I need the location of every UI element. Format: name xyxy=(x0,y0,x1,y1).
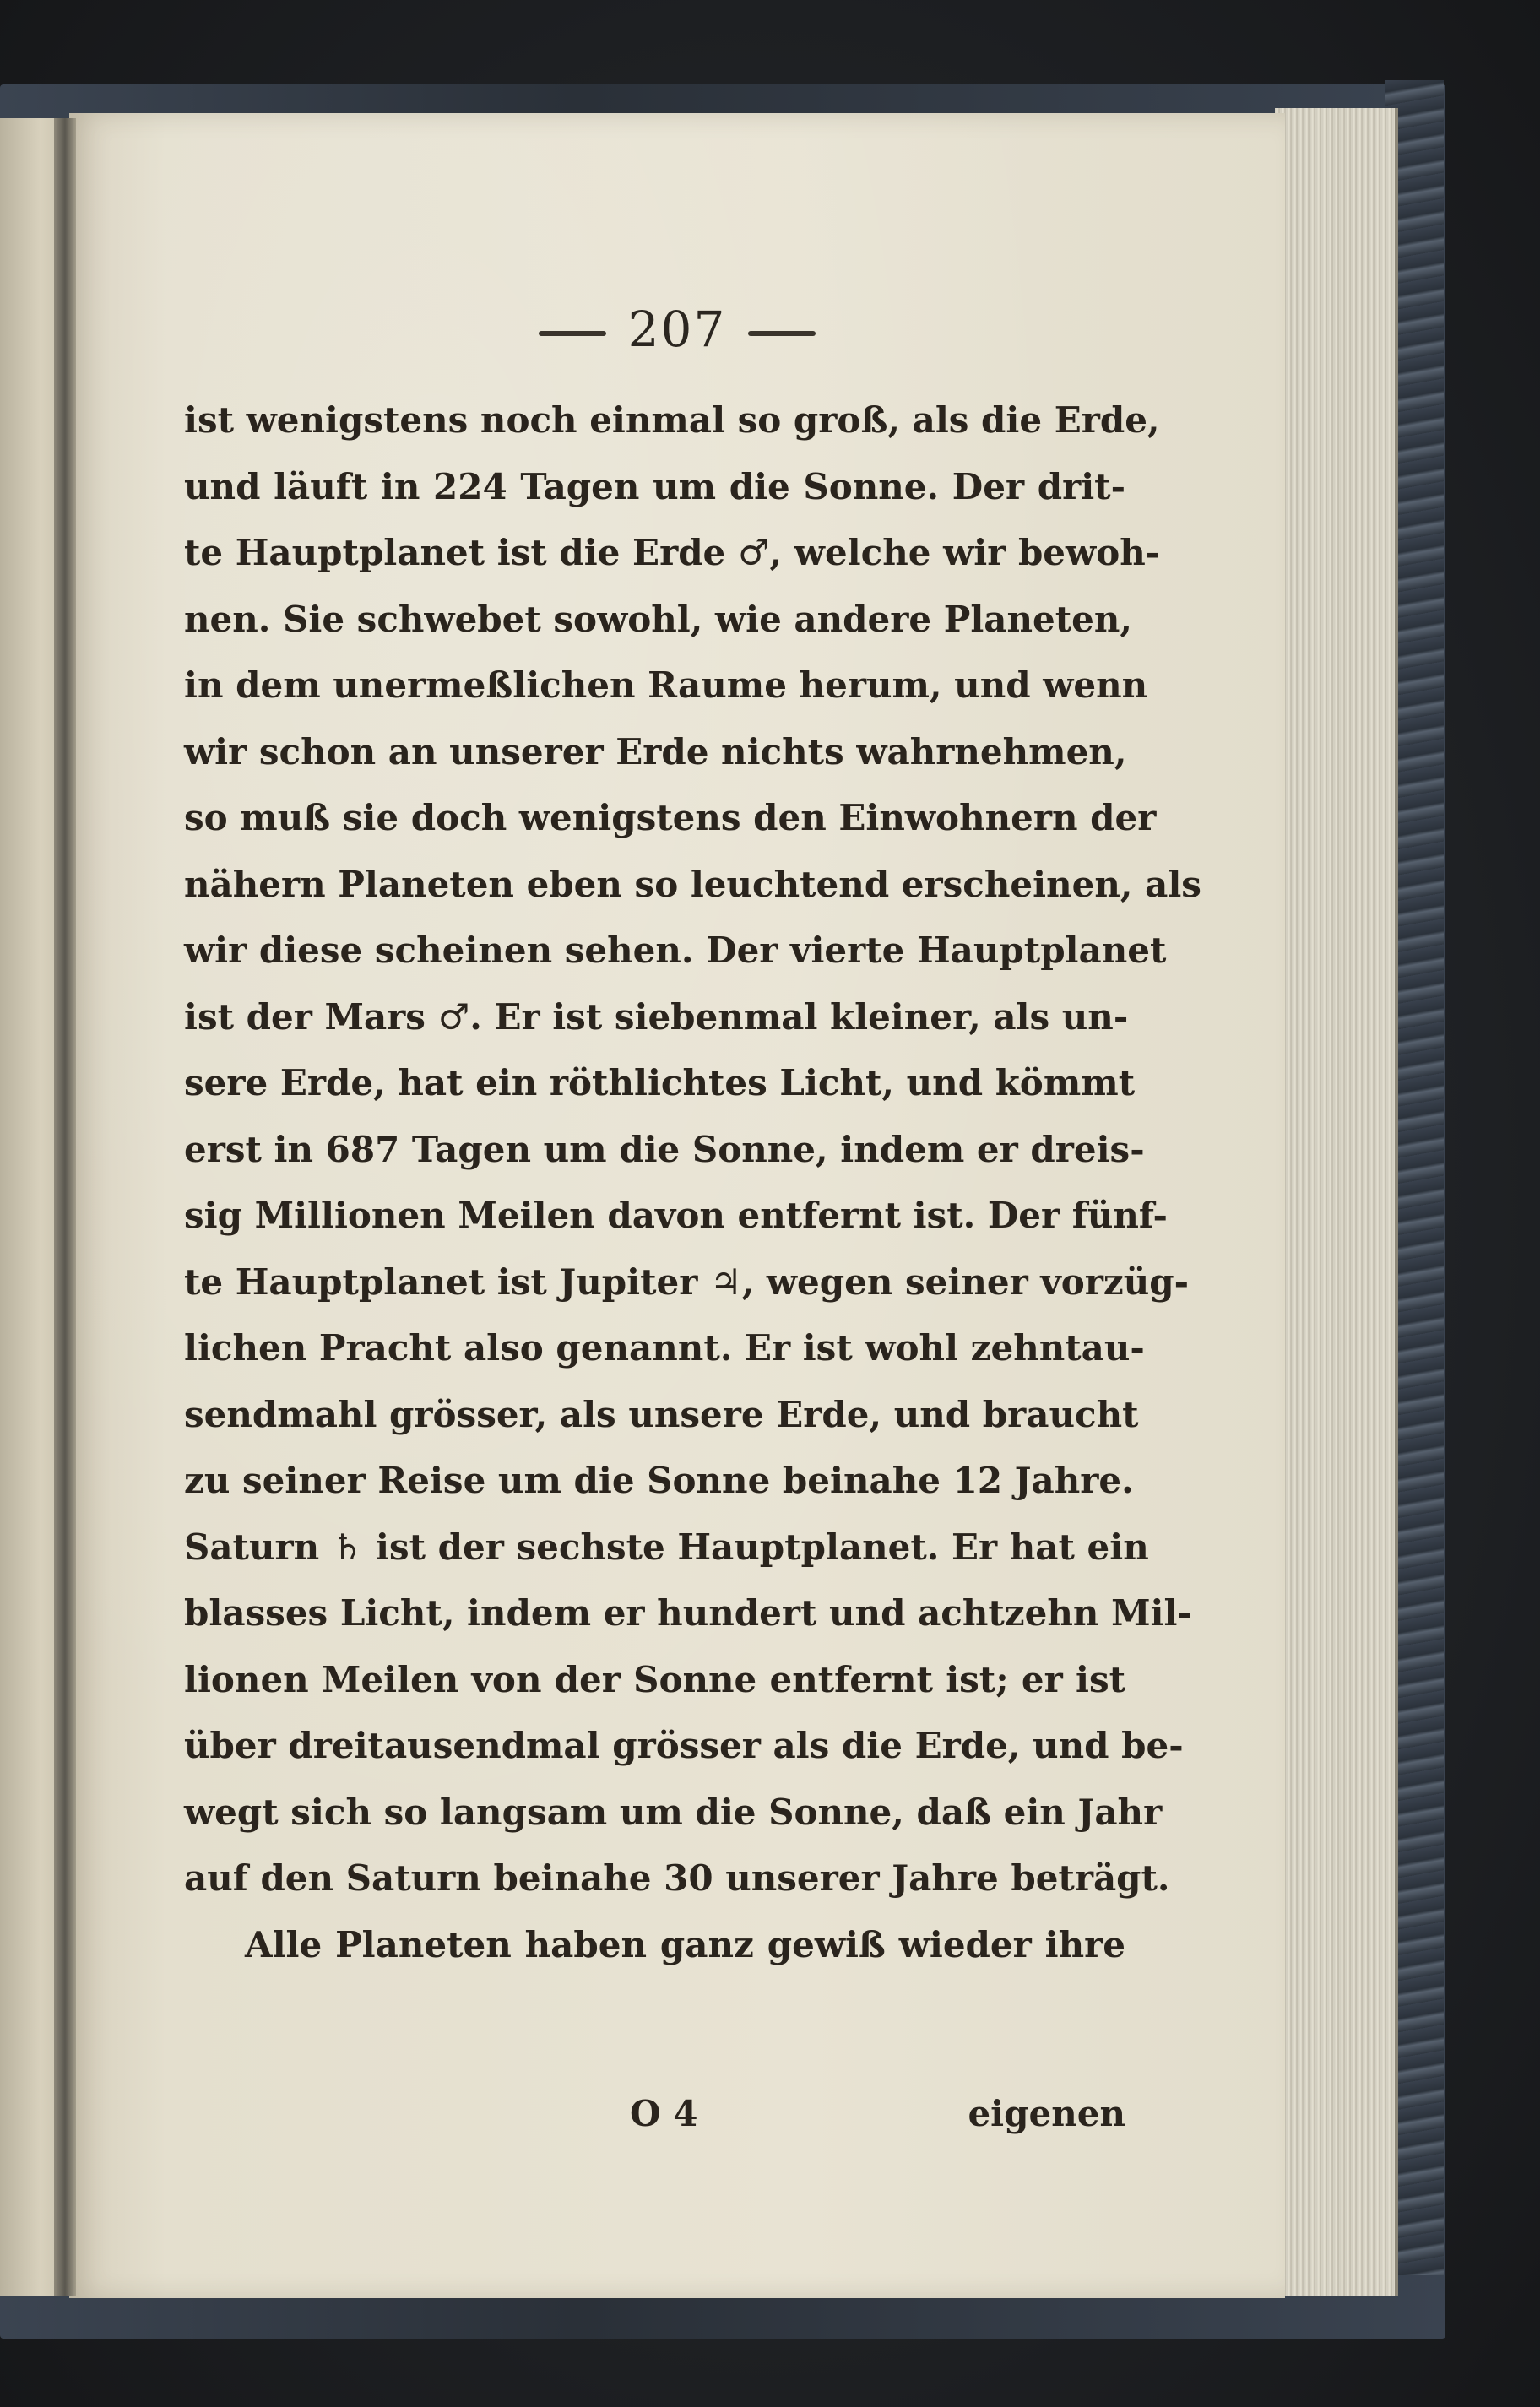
text-line: blasses Licht, indem er hundert und achtzehn Mil- xyxy=(184,1592,1192,1634)
signature-mark: O 4 xyxy=(630,2093,698,2134)
text-line: zu seiner Reise um die Sonne beinahe 12 Jahre. xyxy=(184,1460,1134,1501)
text-line: sere Erde, hat ein röthlichtes Licht, und kömmt xyxy=(184,1062,1136,1103)
text-line: auf den Saturn beinahe 30 unserer Jahre beträgt. xyxy=(184,1857,1170,1899)
text-line: und läuft in 224 Tagen um die Sonne. Der drit- xyxy=(184,465,1125,507)
text-line: wegt sich so langsam um die Sonne, daß ein Jahr xyxy=(184,1791,1163,1833)
text-line: ist wenigstens noch einmal so groß, als die Erde, xyxy=(184,399,1160,441)
body-text xyxy=(184,388,1201,1978)
text-line: so muß sie doch wenigstens den Einwohnern der xyxy=(184,797,1157,838)
page-header xyxy=(69,301,1285,358)
page-number: 207 xyxy=(627,301,727,358)
text-line: erst in 687 Tagen um die Sonne, indem er dreis- xyxy=(184,1128,1145,1170)
text-line: lichen Pracht also genannt. Er ist wohl zehntau- xyxy=(184,1327,1145,1369)
text-line: Saturn ♄ ist der sechste Hauptplanet. Er hat ein xyxy=(184,1526,1149,1568)
header-dash-left xyxy=(539,331,606,336)
page-footer xyxy=(184,2093,1125,2160)
catchword: eigenen xyxy=(968,2093,1125,2134)
text-line: über dreitausendmal grösser als die Erde, und be- xyxy=(184,1725,1184,1766)
text-line: ist der Mars ♂. Er ist siebenmal kleiner, als un- xyxy=(184,995,1129,1038)
page-stack-edge xyxy=(1275,108,1398,2296)
text-line: te Hauptplanet ist Jupiter ♃, wegen seiner vorzüg- xyxy=(184,1260,1190,1303)
text-line: lionen Meilen von der Sonne entfernt ist; er ist xyxy=(184,1658,1125,1700)
text-line: te Hauptplanet ist die Erde ♂, welche wir bewoh- xyxy=(184,532,1161,573)
book-gutter xyxy=(54,118,76,2296)
text-line: Alle Planeten haben ganz gewiß wieder ihre xyxy=(245,1923,1125,1965)
header-dash-right xyxy=(748,331,816,336)
text-line: in dem unermeßlichen Raume herum, und wenn xyxy=(184,664,1148,706)
text-line: nähern Planeten eben so leuchtend erscheinen, als xyxy=(184,863,1201,905)
text-line: sendmahl grösser, als unsere Erde, und braucht xyxy=(184,1393,1139,1435)
text-line: nen. Sie schwebet sowohl, wie andere Planeten, xyxy=(184,598,1133,640)
book-page xyxy=(69,113,1285,2298)
text-line: wir diese scheinen sehen. Der vierte Hauptplanet xyxy=(184,930,1167,971)
text-line: wir schon an unserer Erde nichts wahrnehmen, xyxy=(184,730,1127,773)
text-line: sig Millionen Meilen davon entfernt ist. Der fünf- xyxy=(184,1195,1168,1236)
